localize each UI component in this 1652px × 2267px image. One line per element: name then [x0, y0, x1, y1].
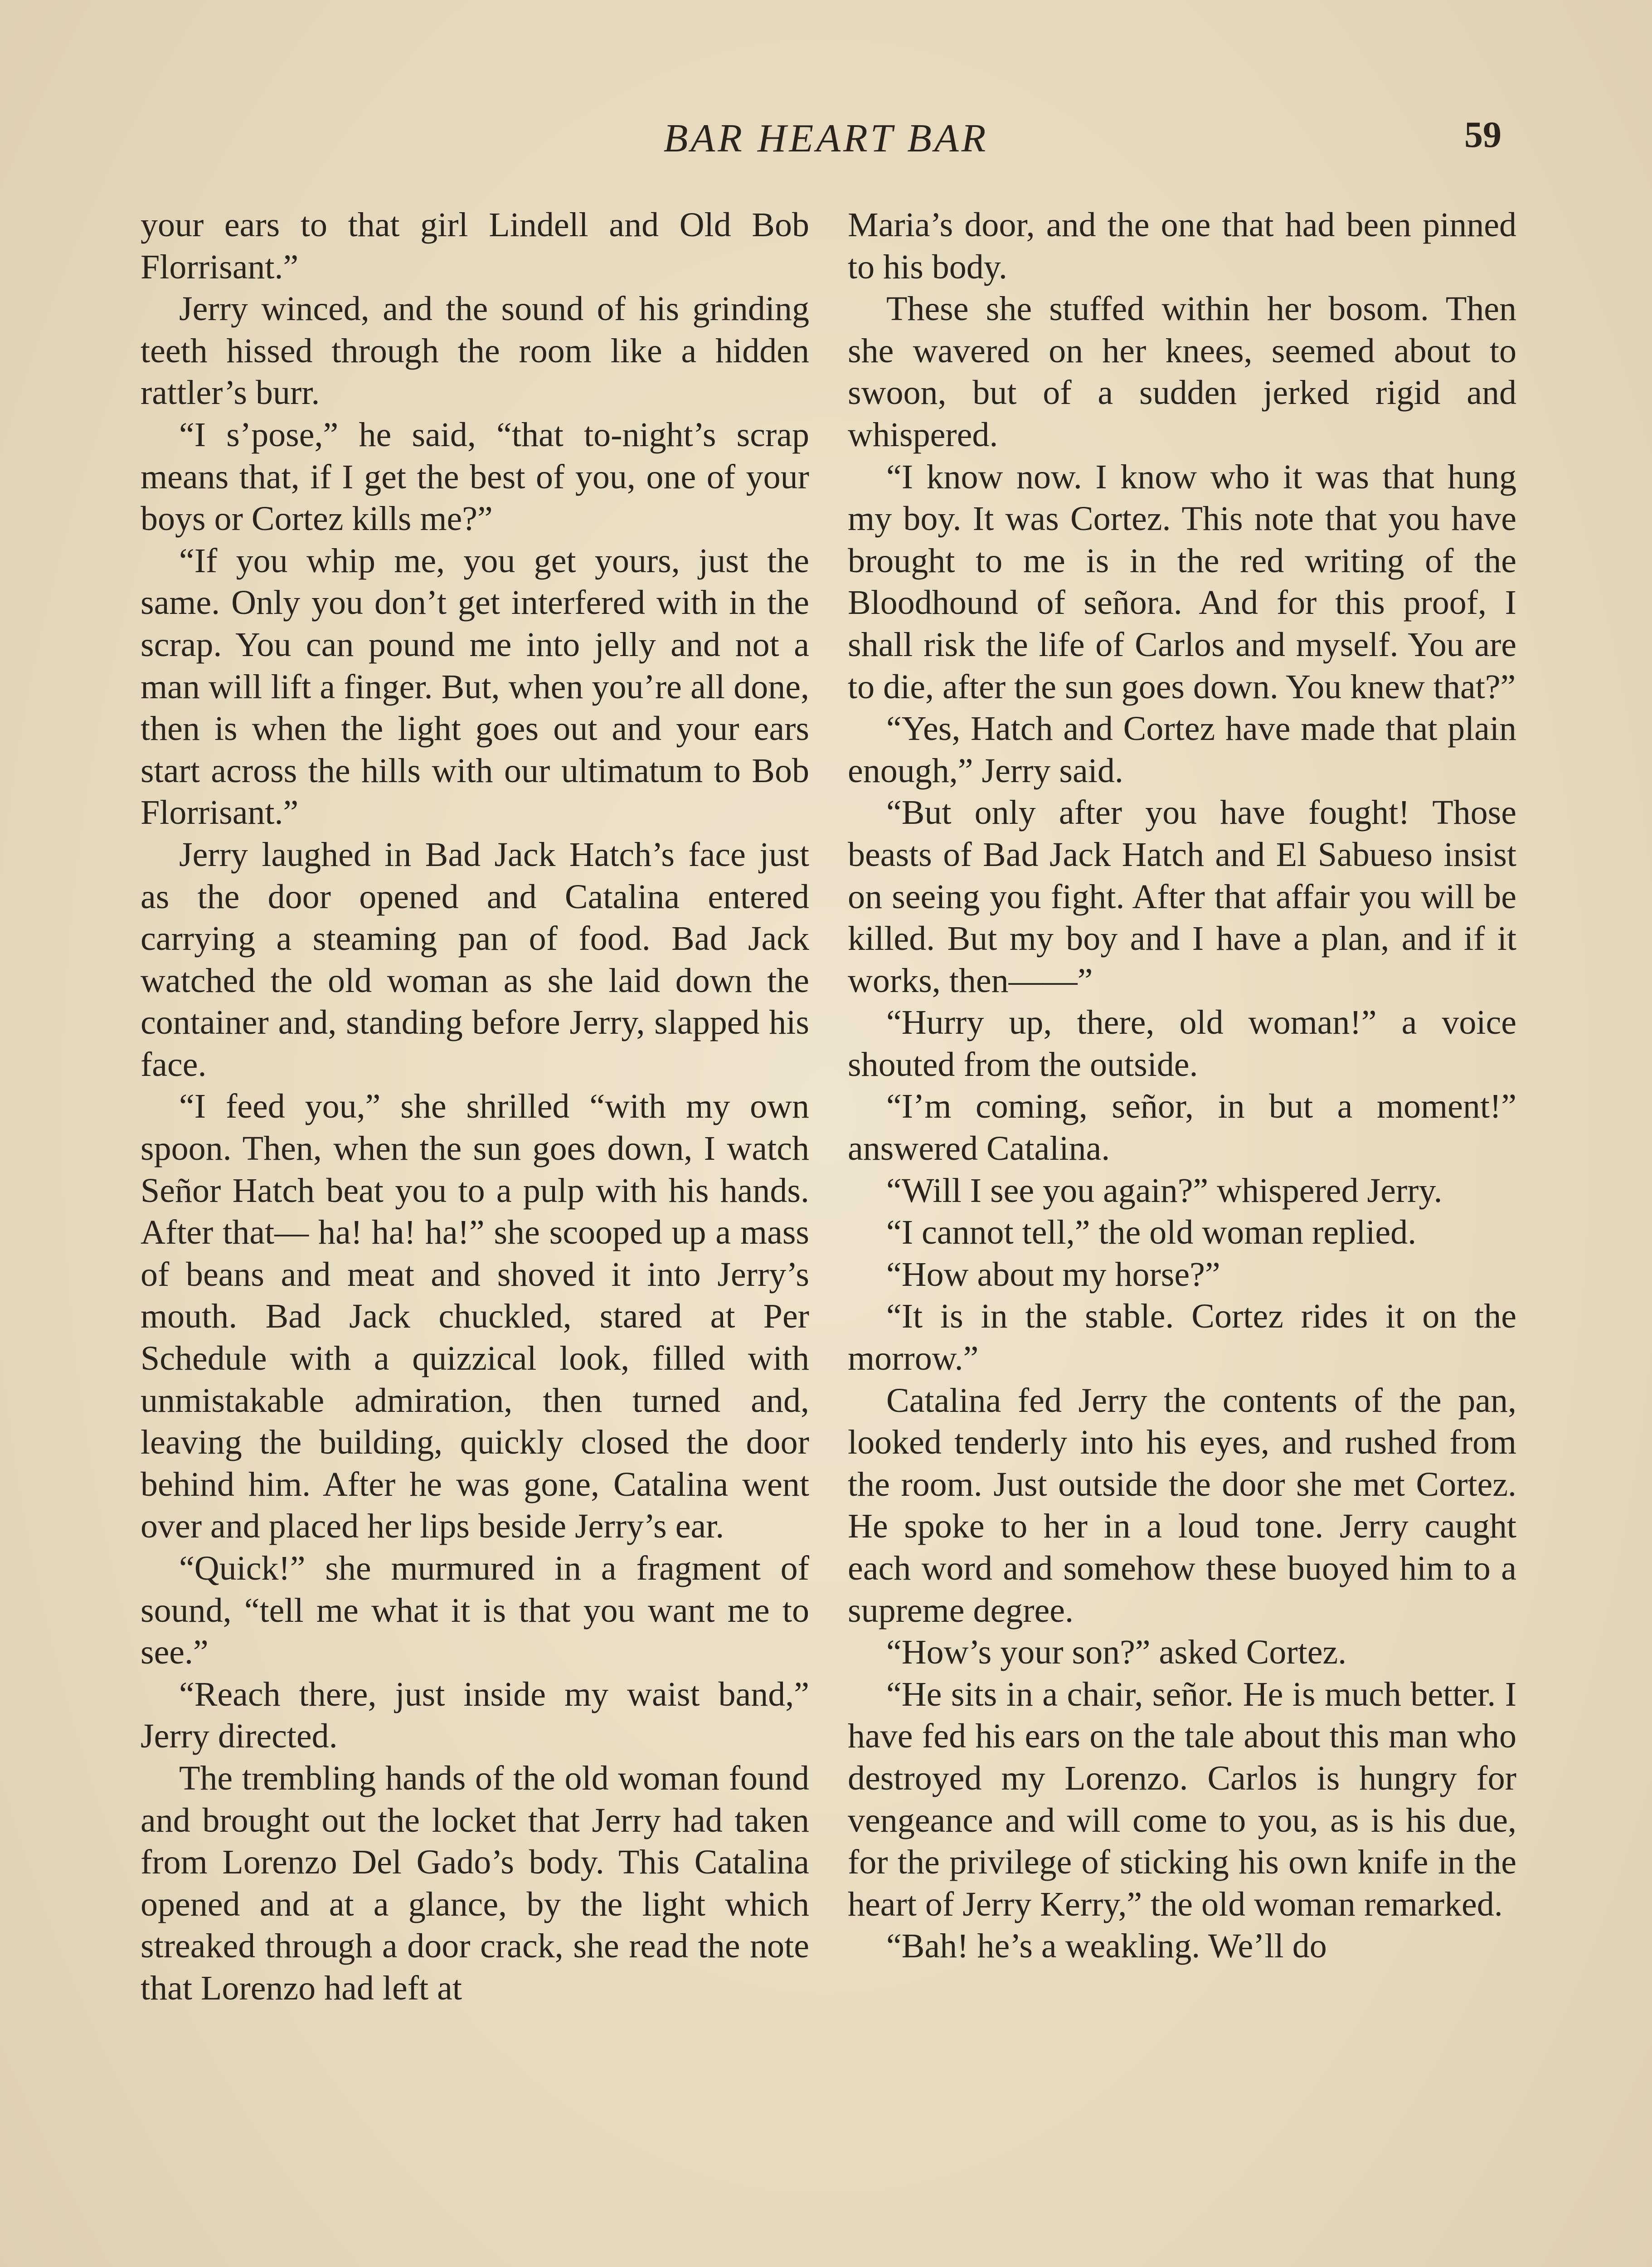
left-column — [141, 204, 809, 2009]
paragraph: Jerry winced, and the sound of his grinding teeth hissed through the room like a hidden rattler’s burr. — [141, 290, 809, 412]
paragraph: Maria’s door, and the one that had been pinned to his body. — [848, 206, 1516, 286]
paragraph: Catalina fed Jerry the contents of the pan, looked tenderly into his eyes, and rushed from the room. Just outside the door she met Cortez. He spoke to her in a loud tone. Jerry caught each word and somehow these buoyed him to a supreme degree. — [848, 1381, 1516, 1630]
paragraph: “If you whip me, you get yours, just the same. Only you don’t get interfered with in the scrap. You can pound me into jelly and not a man will lift a finger. But, when you’re all done, then is when the light goes out and your ears start across the hills with our ultimatum to Bob Florrisant.” — [141, 541, 809, 832]
paragraph: “Bah! he’s a weakling. We’ll do — [886, 1927, 1327, 1965]
paragraph: “I cannot tell,” the old woman replied. — [886, 1213, 1417, 1252]
paragraph: “Reach there, just inside my waist band,” Jerry directed. — [141, 1675, 809, 1756]
paragraph: “Will I see you again?” whispered Jerry. — [886, 1171, 1443, 1210]
paragraph: your ears to that girl Lindell and Old Bob Florrisant.” — [141, 206, 809, 286]
paragraph: “I s’pose,” he said, “that to-night’s scrap means that, if I get the best of you, one of your boys or Cortez kills me?” — [141, 415, 809, 538]
running-header-title: BAR HEART BAR — [663, 117, 989, 161]
paragraph: “It is in the stable. Cortez rides it on the morrow.” — [848, 1297, 1516, 1378]
paragraph: “I know now. I know who it was that hung my boy. It was Cortez. This note that you have brought to me is in the red writing of the Bloodhound of señora. And for this proof, I shall risk the life of Carlos and myself. You are to die, after the sun goes down. You knew that?” — [848, 457, 1516, 706]
paragraph: These she stuffed within her bosom. Then she wavered on her knees, seemed about to swoon, but of a sudden jerked rigid and whispered. — [848, 290, 1516, 454]
paragraph: “How’s your son?” asked Cortez. — [886, 1633, 1347, 1672]
paragraph: “I’m coming, señor, in but a moment!” answered Catalina. — [848, 1087, 1516, 1168]
page-number: 59 — [1464, 114, 1501, 155]
paragraph: “I feed you,” she shrilled “with my own spoon. Then, when the sun goes down, I watch Señor Hatch beat you to a pulp with his hands. After that— ha! ha! ha!” she scooped up a mass of beans and meat and shoved it into Jerry’s mouth. Bad Jack chuckled, stared at Per Schedule with a quizzical look, filled with unmistakable admiration, then turned and, leaving the building, quickly closed the door behind him. After he was gone, Catalina went over and placed her lips beside Jerry’s ear. — [141, 1087, 809, 1546]
paragraph: “Quick!” she murmured in a fragment of sound, “tell me what it is that you want me to see.” — [141, 1549, 809, 1672]
paragraph: “How about my horse?” — [886, 1255, 1220, 1294]
right-column — [848, 204, 1516, 1967]
paragraph: “He sits in a chair, señor. He is much better. I have fed his ears on the tale about this man who destroyed my Lorenzo. Carlos is hungry for vengeance and will come to you, as is his due, for the privilege of sticking his own knife in the heart of Jerry Kerry,” the old woman remarked. — [848, 1675, 1516, 1923]
paragraph: Jerry laughed in Bad Jack Hatch’s face just as the door opened and Catalina entered carrying a steaming pan of food. Bad Jack watched the old woman as she laid down the container and, standing before Jerry, slapped his face. — [141, 835, 809, 1084]
paragraph: “Yes, Hatch and Cortez have made that plain enough,” Jerry said. — [848, 710, 1516, 790]
paragraph: The trembling hands of the old woman found and brought out the locket that Jerry had taken from Lorenzo Del Gado’s body. This Catalina opened and at a glance, by the light which streaked through a door crack, she read the note that Lorenzo had left at — [141, 1759, 809, 2007]
paragraph: “Hurry up, there, old woman!” a voice shouted from the outside. — [848, 1003, 1516, 1084]
paragraph: “But only after you have fought! Those beasts of Bad Jack Hatch and El Sabueso insist on seeing you fight. After that affair you will be killed. But my boy and I have a plan, and if it works, then——” — [848, 793, 1516, 1000]
